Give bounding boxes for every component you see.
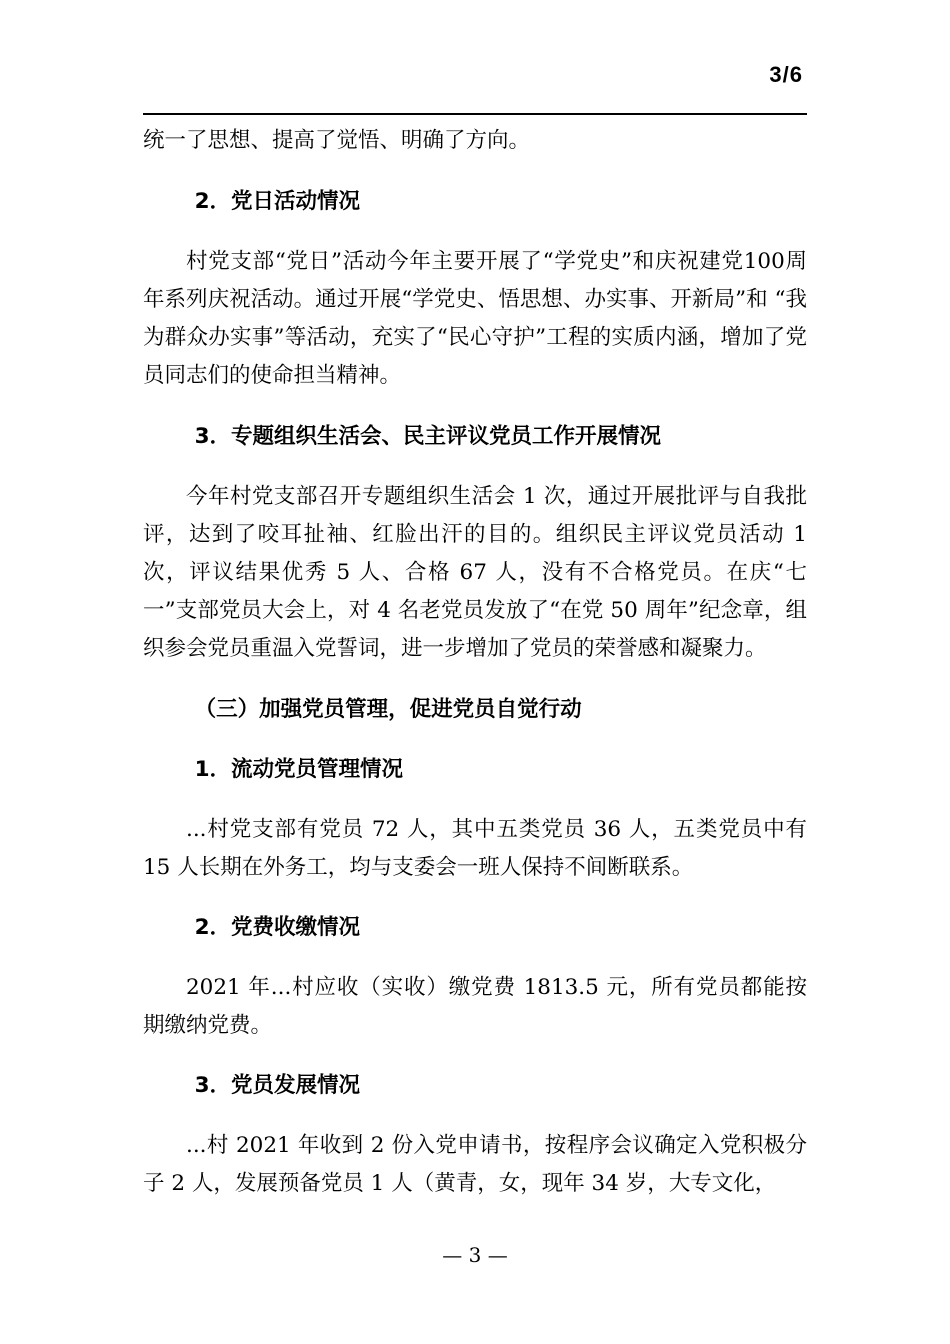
paragraph-dangfei: 2021 年...村应收（实收）缴党费 1813.5 元，所有党员都能按期缴纳党费。 [143,975,807,1038]
heading-zhuanti: 3．专题组织生活会、民主评议党员工作开展情况 [194,424,662,449]
heading-liudong: 1．流动党员管理情况 [194,757,404,782]
footer-page-number: — 3 — [442,1243,508,1267]
heading-dangri: 2．党日活动情况 [194,189,361,214]
paragraph-continuation: 统一了思想、提高了觉悟、明确了方向。 [143,128,531,153]
heading-dangfei: 2．党费收缴情况 [194,915,361,940]
header-rule [143,113,807,115]
section-heading-san: （三）加强党员管理，促进党员自觉行动 [194,697,582,722]
page-indicator: 3/6 [769,62,803,87]
paragraph-zhuanti: 今年村党支部召开专题组织生活会 1 次，通过开展批评与自我批评，达到了咬耳扯袖、红脸出汗的目的。组织民主评议党员活动 1 次，评议结果优秀 5 人、合格 67 人，没有不合格党员。在庆“七一”支部党员大会上，对 4 名老党员发放了“在党 50 周年”纪念章，组织参会党员重温入党誓词，进一步增加了党员的荣誉感和凝聚力。 [143,484,807,661]
document-body [143,122,807,1203]
heading-fazhan: 3．党员发展情况 [194,1073,361,1098]
paragraph-dangri: 村党支部“党日”活动今年主要开展了“学党史”和庆祝建党100周年系列庆祝活动。通过开展“学党史、悟思想、办实事、开新局”和 “我为群众办实事”等活动，充实了“民心守护”工程的实质内涵，增加了党员同志们的使命担当精神。 [143,249,807,388]
paragraph-liudong: ...村党支部有党员 72 人，其中五类党员 36 人，五类党员中有 15 人长期在外务工，均与支委会一班人保持不间断联系。 [143,817,807,880]
paragraph-fazhan: ...村 2021 年收到 2 份入党申请书，按程序会议确定入党积极分子 2 人，发展预备党员 1 人（黄青，女，现年 34 岁，大专文化， [143,1133,807,1196]
